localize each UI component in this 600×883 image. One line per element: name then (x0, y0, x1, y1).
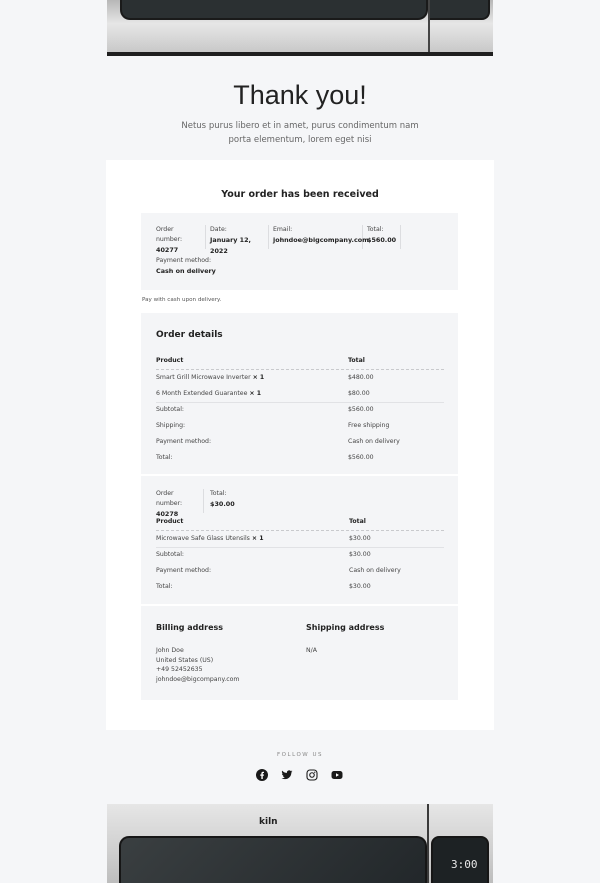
shipping-address: N/A (306, 647, 317, 654)
summary-payment: Payment method: Cash on delivery (156, 257, 216, 275)
microwave-window (119, 836, 427, 883)
subtotal-row: Subtotal: $560.00 (156, 406, 374, 413)
billing-address: John Doe United States (US) +49 52452635 johndoe@bigcompany.com (156, 647, 240, 683)
shipping-address-title: Shipping address (306, 623, 385, 632)
billing-address-title: Billing address (156, 623, 224, 632)
order2-number: Order number: 40278 (156, 489, 204, 513)
section-divider (141, 474, 458, 476)
summary-total: Total: $560.00 (367, 225, 401, 249)
order-details-title: Order details (156, 330, 223, 340)
shipping-row: Shipping: Free shipping (156, 422, 390, 429)
microwave-window (120, 0, 428, 20)
total-row: Total: $560.00 (156, 454, 374, 461)
order2-total: Total: $30.00 (210, 490, 235, 508)
table-row: Microwave Safe Glass Utensils × 1 $30.00 (156, 535, 371, 542)
summary-email: Email: johndoe@bigcompany.com (273, 225, 363, 249)
twitter-icon[interactable] (281, 766, 293, 778)
total-row: Total: $30.00 (156, 583, 371, 590)
order-summary (141, 213, 458, 290)
subtotal-row: Subtotal: $30.00 (156, 551, 371, 558)
page-subtitle: Netus purus libero et in amet, purus condimentum nam porta elementum, lorem eget nisi (181, 121, 419, 145)
order-card (106, 160, 494, 730)
microwave-control-panel (431, 836, 489, 883)
payment-row: Payment method: Cash on delivery (156, 438, 400, 445)
payment-note: Pay with cash upon delivery. (142, 297, 222, 303)
summary-order-number: Order number: 40277 (156, 225, 206, 249)
microwave-bottom-image (107, 804, 493, 883)
order-details (141, 313, 458, 700)
table-row: Smart Grill Microwave Inverter × 1 $480.00 (156, 374, 374, 381)
table-header: Product Total (156, 357, 365, 364)
table-row: 6 Month Extended Guarantee × 1 $80.00 (156, 390, 370, 397)
table-header: Product Total (156, 518, 366, 525)
summary-date: Date: January 12, 2022 (210, 225, 269, 249)
social-links (256, 766, 346, 780)
microwave-top-image (107, 0, 493, 56)
youtube-icon[interactable] (331, 766, 343, 778)
order-received-title: Your order has been received (221, 189, 379, 200)
microwave-control-panel (430, 0, 490, 20)
facebook-icon[interactable] (256, 766, 268, 778)
section-divider (141, 604, 458, 606)
follow-us-label: FOLLOW US (277, 752, 323, 758)
microwave-clock: 3:00 (451, 858, 478, 871)
brand-logo: kiln (259, 817, 278, 827)
page-title: Thank you! (233, 80, 367, 110)
payment-row: Payment method: Cash on delivery (156, 567, 401, 574)
microwave-divider (427, 804, 429, 883)
instagram-icon[interactable] (306, 766, 318, 778)
